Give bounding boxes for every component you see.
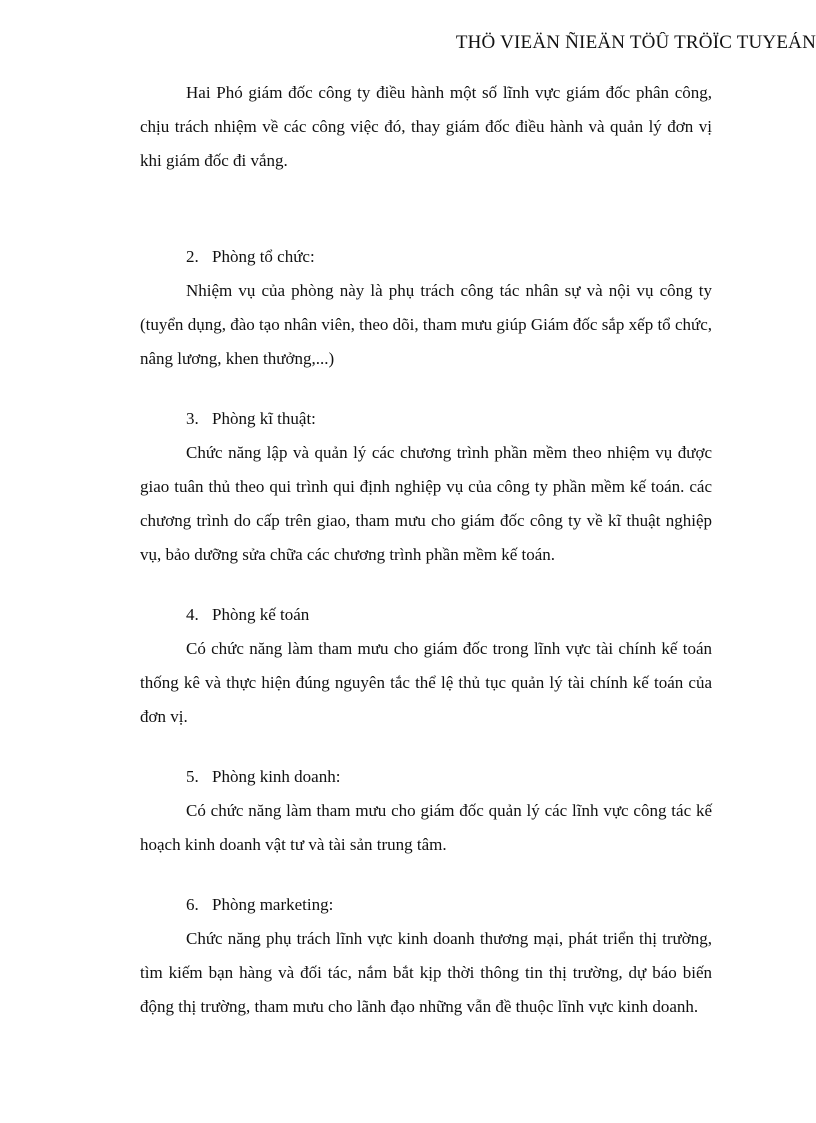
running-header: THÖ VIEÄN ÑIEÄN TÖÛ TRÖÏC TUYEÁN bbox=[455, 32, 816, 53]
spacer bbox=[140, 178, 712, 240]
section-5 bbox=[140, 760, 712, 862]
section-number: 6. bbox=[186, 895, 199, 914]
section-number: 2. bbox=[186, 247, 199, 266]
section-number: 4. bbox=[186, 605, 199, 624]
section-paragraph: Chức năng lập và quản lý các chương trình phần mềm theo nhiệm vụ được giao tuân thủ theo qui trình qui định nghiệp vụ của công ty phần mềm kế toán. các chương trình do cấp trên giao, tham mưu cho giám đốc công ty về kĩ thuật nghiệp vụ, bảo dưỡng sửa chữa các chương trình phần mềm kế toán. bbox=[140, 443, 712, 564]
section-paragraph: Có chức năng làm tham mưu cho giám đốc quản lý các lĩnh vực công tác kế hoạch kinh doanh vật tư và tài sản trung tâm. bbox=[140, 801, 712, 854]
spacer bbox=[140, 734, 712, 760]
document-body bbox=[140, 76, 712, 1024]
section-2 bbox=[140, 240, 712, 376]
section-paragraph: Chức năng phụ trách lĩnh vực kinh doanh thương mại, phát triển thị trường, tìm kiếm bạn hàng và đối tác, nắm bắt kịp thời thông tin thị trường, dự báo biến động thị trường, tham mưu cho lãnh đạo những vẫn đề thuộc lĩnh vực kinh doanh. bbox=[140, 929, 712, 1016]
section-title: Phòng kĩ thuật: bbox=[212, 409, 316, 428]
spacer bbox=[140, 572, 712, 598]
spacer bbox=[140, 376, 712, 402]
section-heading bbox=[140, 598, 712, 632]
section-heading bbox=[140, 760, 712, 794]
section-number: 3. bbox=[186, 409, 199, 428]
section-heading bbox=[140, 402, 712, 436]
section-number: 5. bbox=[186, 767, 199, 786]
section-3 bbox=[140, 402, 712, 572]
section-title: Phòng kế toán bbox=[212, 605, 310, 624]
spacer bbox=[140, 862, 712, 888]
section-title: Phòng marketing: bbox=[212, 895, 334, 914]
section-6 bbox=[140, 888, 712, 1024]
section-heading bbox=[140, 240, 712, 274]
section-heading bbox=[140, 888, 712, 922]
section-title: Phòng tổ chức: bbox=[212, 247, 315, 266]
section-paragraph: Nhiệm vụ của phòng này là phụ trách công tác nhân sự và nội vụ công ty (tuyển dụng, đào tạo nhân viên, theo dõi, tham mưu giúp Giám đốc sắp xếp tổ chức, nâng lương, khen thưởng,...) bbox=[140, 281, 712, 368]
intro-paragraph: Hai Phó giám đốc công ty điều hành một số lĩnh vực giám đốc phân công, chịu trách nhiệm về các công việc đó, thay giám đốc điều hành và quản lý đơn vị khi giám đốc đi vắng. bbox=[140, 83, 712, 170]
section-4 bbox=[140, 598, 712, 734]
section-paragraph: Có chức năng làm tham mưu cho giám đốc trong lĩnh vực tài chính kế toán thống kê và thực hiện đúng nguyên tắc thể lệ thủ tục quản lý tài chính kế toán của đơn vị. bbox=[140, 639, 712, 726]
section-title: Phòng kinh doanh: bbox=[212, 767, 341, 786]
